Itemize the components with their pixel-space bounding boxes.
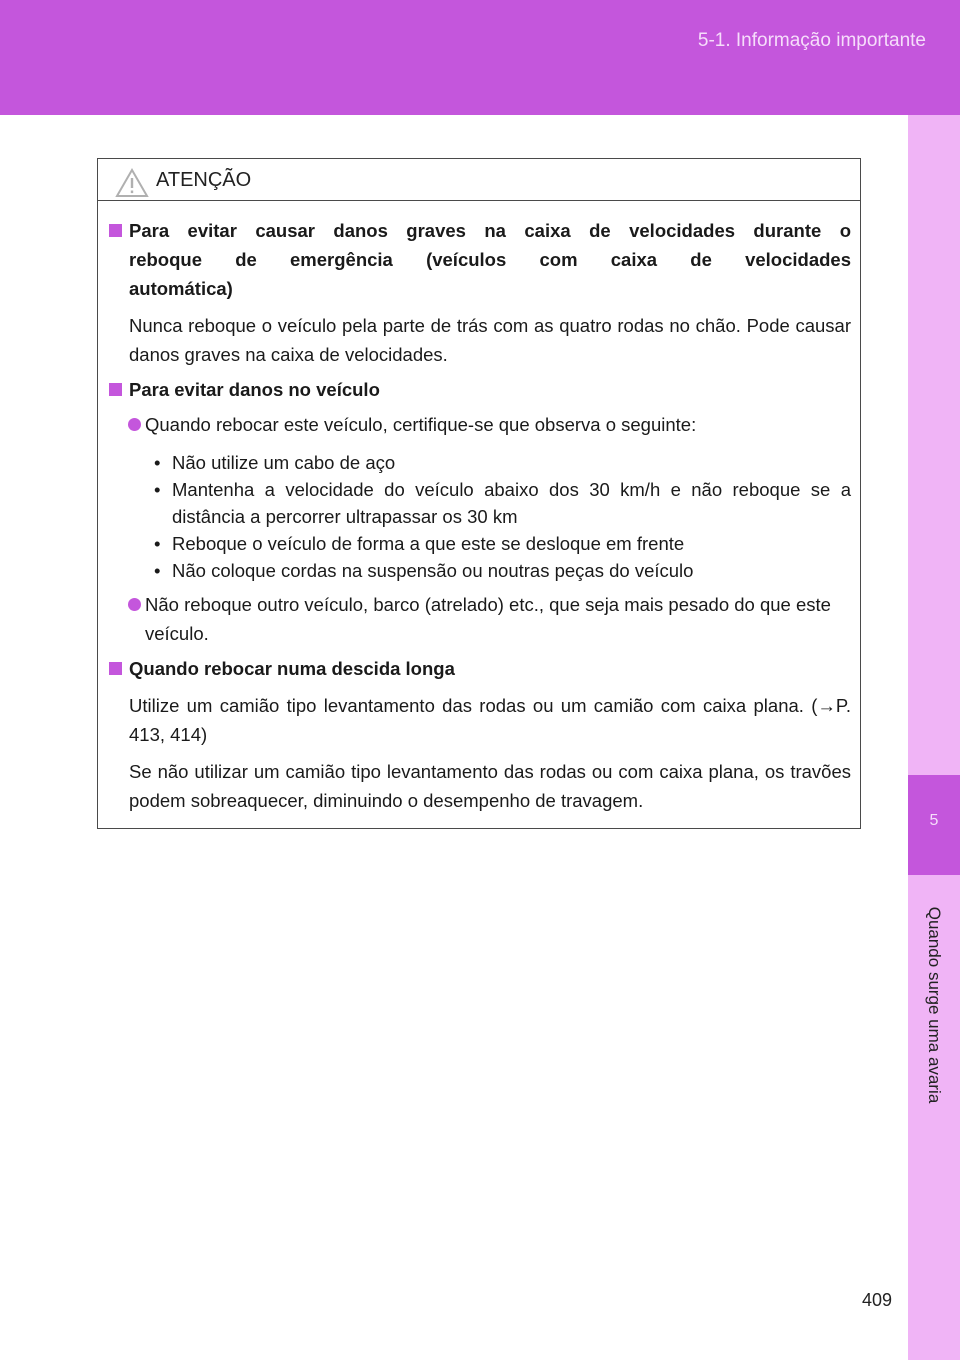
square-bullet-icon: [109, 662, 122, 675]
list-item: [109, 410, 851, 439]
chapter-side-tab: [908, 115, 960, 1360]
warning-header: [98, 159, 860, 201]
paragraph: Se não utilizar um camião tipo levantamento das rodas ou com caixa plana, os travões podem sobreaquecer, diminuindo o desempenho de travagem.: [129, 761, 851, 811]
sub-list-item-text: Não coloque cordas na suspensão ou noutras peças do veículo: [172, 560, 694, 581]
sub-list-item: [109, 476, 851, 530]
list-item-text: Não reboque outro veículo, barco (atrelado) etc., que seja mais pesado do que este veículo.: [145, 594, 831, 644]
paragraph: Utilize um camião tipo levantamento das rodas ou um camião com caixa plana. (→P. 413, 414): [129, 695, 851, 745]
chapter-title: Quando surge uma avaria: [925, 906, 944, 1104]
sub-list-item: [109, 449, 851, 476]
sub-list-item: [109, 557, 851, 584]
warning-box: [97, 158, 861, 829]
heading-line: Para evitar causar danos graves na caixa de velocidades durante o: [129, 220, 851, 241]
section-heading-gearbox: [109, 216, 851, 303]
square-bullet-icon: [109, 383, 122, 396]
header-band: [0, 0, 960, 115]
heading-text: Para evitar danos no veículo: [129, 379, 380, 400]
chapter-number: 5: [929, 812, 939, 829]
sub-list: [109, 449, 851, 584]
section-heading-vehicle-damage: [109, 375, 851, 404]
paragraph: Nunca reboque o veículo pela parte de trás com as quatro rodas no chão. Pode causar danos graves na caixa de velocidades.: [129, 315, 851, 365]
heading-line: automática): [129, 278, 233, 299]
warning-title: ATENÇÃO: [156, 169, 252, 191]
sub-list-item: [109, 530, 851, 557]
sub-list-item-text: Não utilize um cabo de aço: [172, 452, 396, 473]
warning-body: [98, 201, 860, 815]
section-heading-long-descent: [109, 654, 851, 683]
dot-marker: •: [154, 533, 161, 554]
list-item-text: Quando rebocar este veículo, certifique-se que observa o seguinte:: [145, 414, 697, 435]
circle-bullet-icon: [128, 598, 141, 611]
sub-list-item-text: Reboque o veículo de forma a que este se desloque em frente: [172, 533, 685, 554]
circle-bullet-icon: [128, 418, 141, 431]
heading-text: Quando rebocar numa descida longa: [129, 658, 455, 679]
dot-marker: •: [154, 452, 161, 473]
heading-line: reboque de emergência (veículos com caixa de velocidades: [129, 249, 851, 270]
list-item: [109, 590, 851, 648]
section-title: 5-1. Informação importante: [697, 30, 926, 51]
square-bullet-icon: [109, 224, 122, 237]
dot-marker: •: [154, 479, 161, 500]
warning-triangle-icon: [115, 168, 149, 198]
page-number: 409: [861, 1290, 892, 1310]
dot-marker: •: [154, 560, 161, 581]
sub-list-item-text: Mantenha a velocidade do veículo abaixo dos 30 km/h e não reboque se a distância a percorrer ultrapassar os 30 km: [172, 479, 851, 527]
